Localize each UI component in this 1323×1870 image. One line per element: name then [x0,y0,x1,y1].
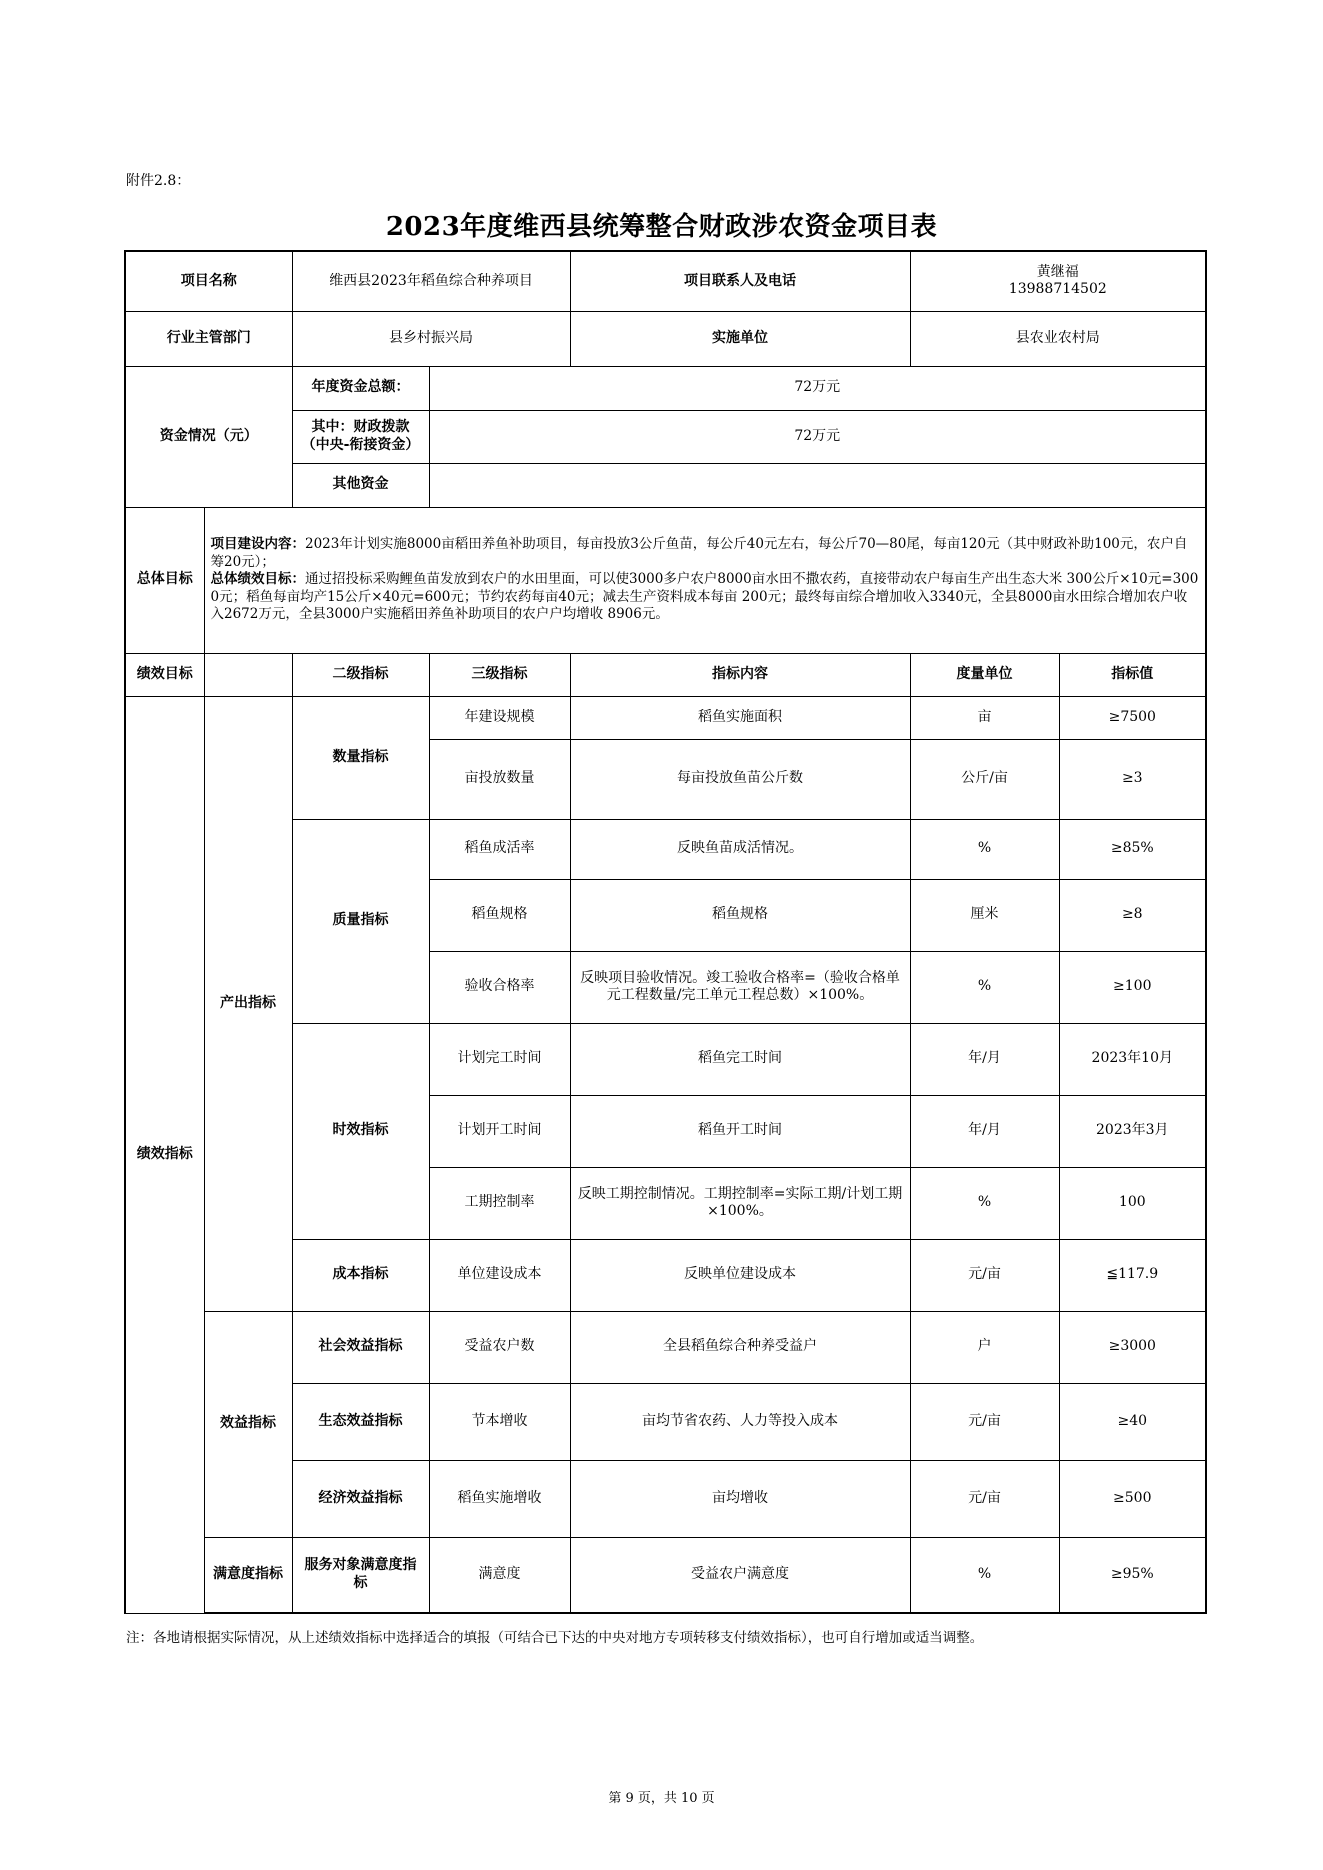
cost-indicator: 成本指标 [292,1239,429,1311]
value-cell: ≥3000 [1059,1311,1206,1383]
unit-cell: 厘米 [910,879,1059,951]
page-number: 第 9 页，共 10 页 [608,1791,715,1806]
unit-cell: % [910,951,1059,1023]
footnote: 注：各地请根据实际情况，从上述绩效指标中选择适合的填报（可结合已下达的中央对地方专项转移支付绩效指标），也可自行增加或适当调整。 [126,1630,984,1646]
l3-cell: 工期控制率 [429,1167,570,1239]
value-cell: ≦117.9 [1059,1239,1206,1311]
funds-total-label: 年度资金总额： [292,366,429,410]
content-cell: 每亩投放鱼苗公斤数 [570,739,910,819]
timeliness-indicator: 时效指标 [292,1023,429,1239]
contact-phone: 13988714502 [1008,281,1107,298]
dept: 县乡村振兴局 [292,311,570,366]
unit-cell: 户 [910,1311,1059,1383]
value-cell: ≥85% [1059,819,1206,879]
funds-fiscal-label-line1: 其中：财政拨款 [311,419,410,435]
l3-cell: 计划完工时间 [429,1023,570,1095]
l3-cell: 稻鱼实施增收 [429,1460,570,1537]
funds-other [429,463,1206,507]
overall-goal-content [204,507,1206,653]
content-cell: 亩均增收 [570,1460,910,1537]
funds-other-label: 其他资金 [292,463,429,507]
l3-cell: 满意度 [429,1537,570,1613]
value-cell: ≥500 [1059,1460,1206,1537]
value-cell: ≥8 [1059,879,1206,951]
content-header: 指标内容 [570,653,910,696]
contact-label: 项目联系人及电话 [570,251,910,311]
construction-content-label: 项目建设内容： [210,536,305,553]
l3-cell: 受益农户数 [429,1311,570,1383]
value-cell: ≥100 [1059,951,1206,1023]
content-cell: 稻鱼完工时间 [570,1023,910,1095]
content-cell: 稻鱼开工时间 [570,1095,910,1167]
unit-cell: 元/亩 [910,1383,1059,1460]
l3-cell: 验收合格率 [429,951,570,1023]
perf-indicator-label: 绩效指标 [125,696,204,1613]
overall-goal-label: 总体目标 [125,507,204,653]
level1-header [204,653,292,696]
project-name-label: 项目名称 [125,251,292,311]
level3-header: 三级指标 [429,653,570,696]
content-cell: 稻鱼规格 [570,879,910,951]
unit-cell: 元/亩 [910,1460,1059,1537]
value-cell: 100 [1059,1167,1206,1239]
output-indicator: 产出指标 [204,696,292,1311]
l3-cell: 亩投放数量 [429,739,570,819]
benefit-indicator: 效益指标 [204,1311,292,1537]
content-cell: 稻鱼实施面积 [570,696,910,739]
funds-fiscal: 72万元 [429,410,1206,463]
unit-cell: % [910,1537,1059,1613]
value-cell: ≥40 [1059,1383,1206,1460]
funds-fiscal-label [292,410,429,463]
contact-info [910,251,1206,311]
page-title: 2023年度维西县统筹整合财政涉农资金项目表 [385,212,938,242]
funds-label: 资金情况（元） [125,366,292,507]
unit-cell: 公斤/亩 [910,739,1059,819]
content-cell: 反映工期控制情况。工期控制率=实际工期/计划工期×100%。 [570,1167,910,1239]
value-cell: 2023年10月 [1059,1023,1206,1095]
value-header: 指标值 [1059,653,1206,696]
quantity-indicator: 数量指标 [292,696,429,819]
impl-label: 实施单位 [570,311,910,366]
content-cell: 全县稻鱼综合种养受益户 [570,1311,910,1383]
overall-perf-label: 总体绩效目标： [210,571,305,588]
unit-cell: 年/月 [910,1095,1059,1167]
unit-cell: 亩 [910,696,1059,739]
value-cell: ≥7500 [1059,696,1206,739]
l3-cell: 节本增收 [429,1383,570,1460]
content-cell: 亩均节省农药、人力等投入成本 [570,1383,910,1460]
unit-header: 度量单位 [910,653,1059,696]
funds-fiscal-label-line2: （中央-衔接资金） [301,436,420,453]
social-indicator: 社会效益指标 [292,1311,429,1383]
l3-cell: 稻鱼规格 [429,879,570,951]
overall-perf: 通过招投标采购鲤鱼苗发放到农户的水田里面，可以使3000多户农户8000亩水田不撒农药，直接带动农户每亩生产出生态大米 300公斤×10元=3000元；稻鱼每亩均产15公斤×40元=600元；节约农药每亩40元；减去生产资料成本每亩 200元；最终每亩综合增加收入3340元，全县8000亩水田综合增加农户收入2672万元，全县3000户实施稻田养鱼补助项目的农户户均增收 8906元。 [210,571,1199,623]
satisfaction-indicator: 满意度指标 [204,1537,292,1613]
content-cell: 反映单位建设成本 [570,1239,910,1311]
project-table [124,250,1207,1614]
level2-header: 二级指标 [292,653,429,696]
unit-cell: 元/亩 [910,1239,1059,1311]
value-cell: ≥95% [1059,1537,1206,1613]
perf-goal-header: 绩效目标 [125,653,204,696]
attachment-label: 附件2.8： [126,173,191,189]
funds-total: 72万元 [429,366,1206,410]
l3-cell: 年建设规模 [429,696,570,739]
service-satisfaction-indicator: 服务对象满意度指标 [292,1537,429,1613]
value-cell: 2023年3月 [1059,1095,1206,1167]
impl-unit: 县农业农村局 [910,311,1206,366]
unit-cell: % [910,1167,1059,1239]
unit-cell: % [910,819,1059,879]
l3-cell: 计划开工时间 [429,1095,570,1167]
unit-cell: 年/月 [910,1023,1059,1095]
contact-name: 黄继福 [1036,263,1079,280]
ecological-indicator: 生态效益指标 [292,1383,429,1460]
dept-label: 行业主管部门 [125,311,292,366]
l3-cell: 单位建设成本 [429,1239,570,1311]
content-cell: 反映鱼苗成活情况。 [570,819,910,879]
value-cell: ≥3 [1059,739,1206,819]
l3-cell: 稻鱼成活率 [429,819,570,879]
content-cell: 受益农户满意度 [570,1537,910,1613]
economic-indicator: 经济效益指标 [292,1460,429,1537]
content-cell: 反映项目验收情况。竣工验收合格率=（验收合格单元工程数量/完工单元工程总数）×100%。 [570,951,910,1023]
project-name: 维西县2023年稻鱼综合种养项目 [292,251,570,311]
construction-content: 2023年计划实施8000亩稻田养鱼补助项目，每亩投放3公斤鱼苗，每公斤40元左右，每公斤70—80尾，每亩120元（其中财政补助100元，农户自筹20元）； [210,536,1188,570]
quality-indicator: 质量指标 [292,819,429,1023]
